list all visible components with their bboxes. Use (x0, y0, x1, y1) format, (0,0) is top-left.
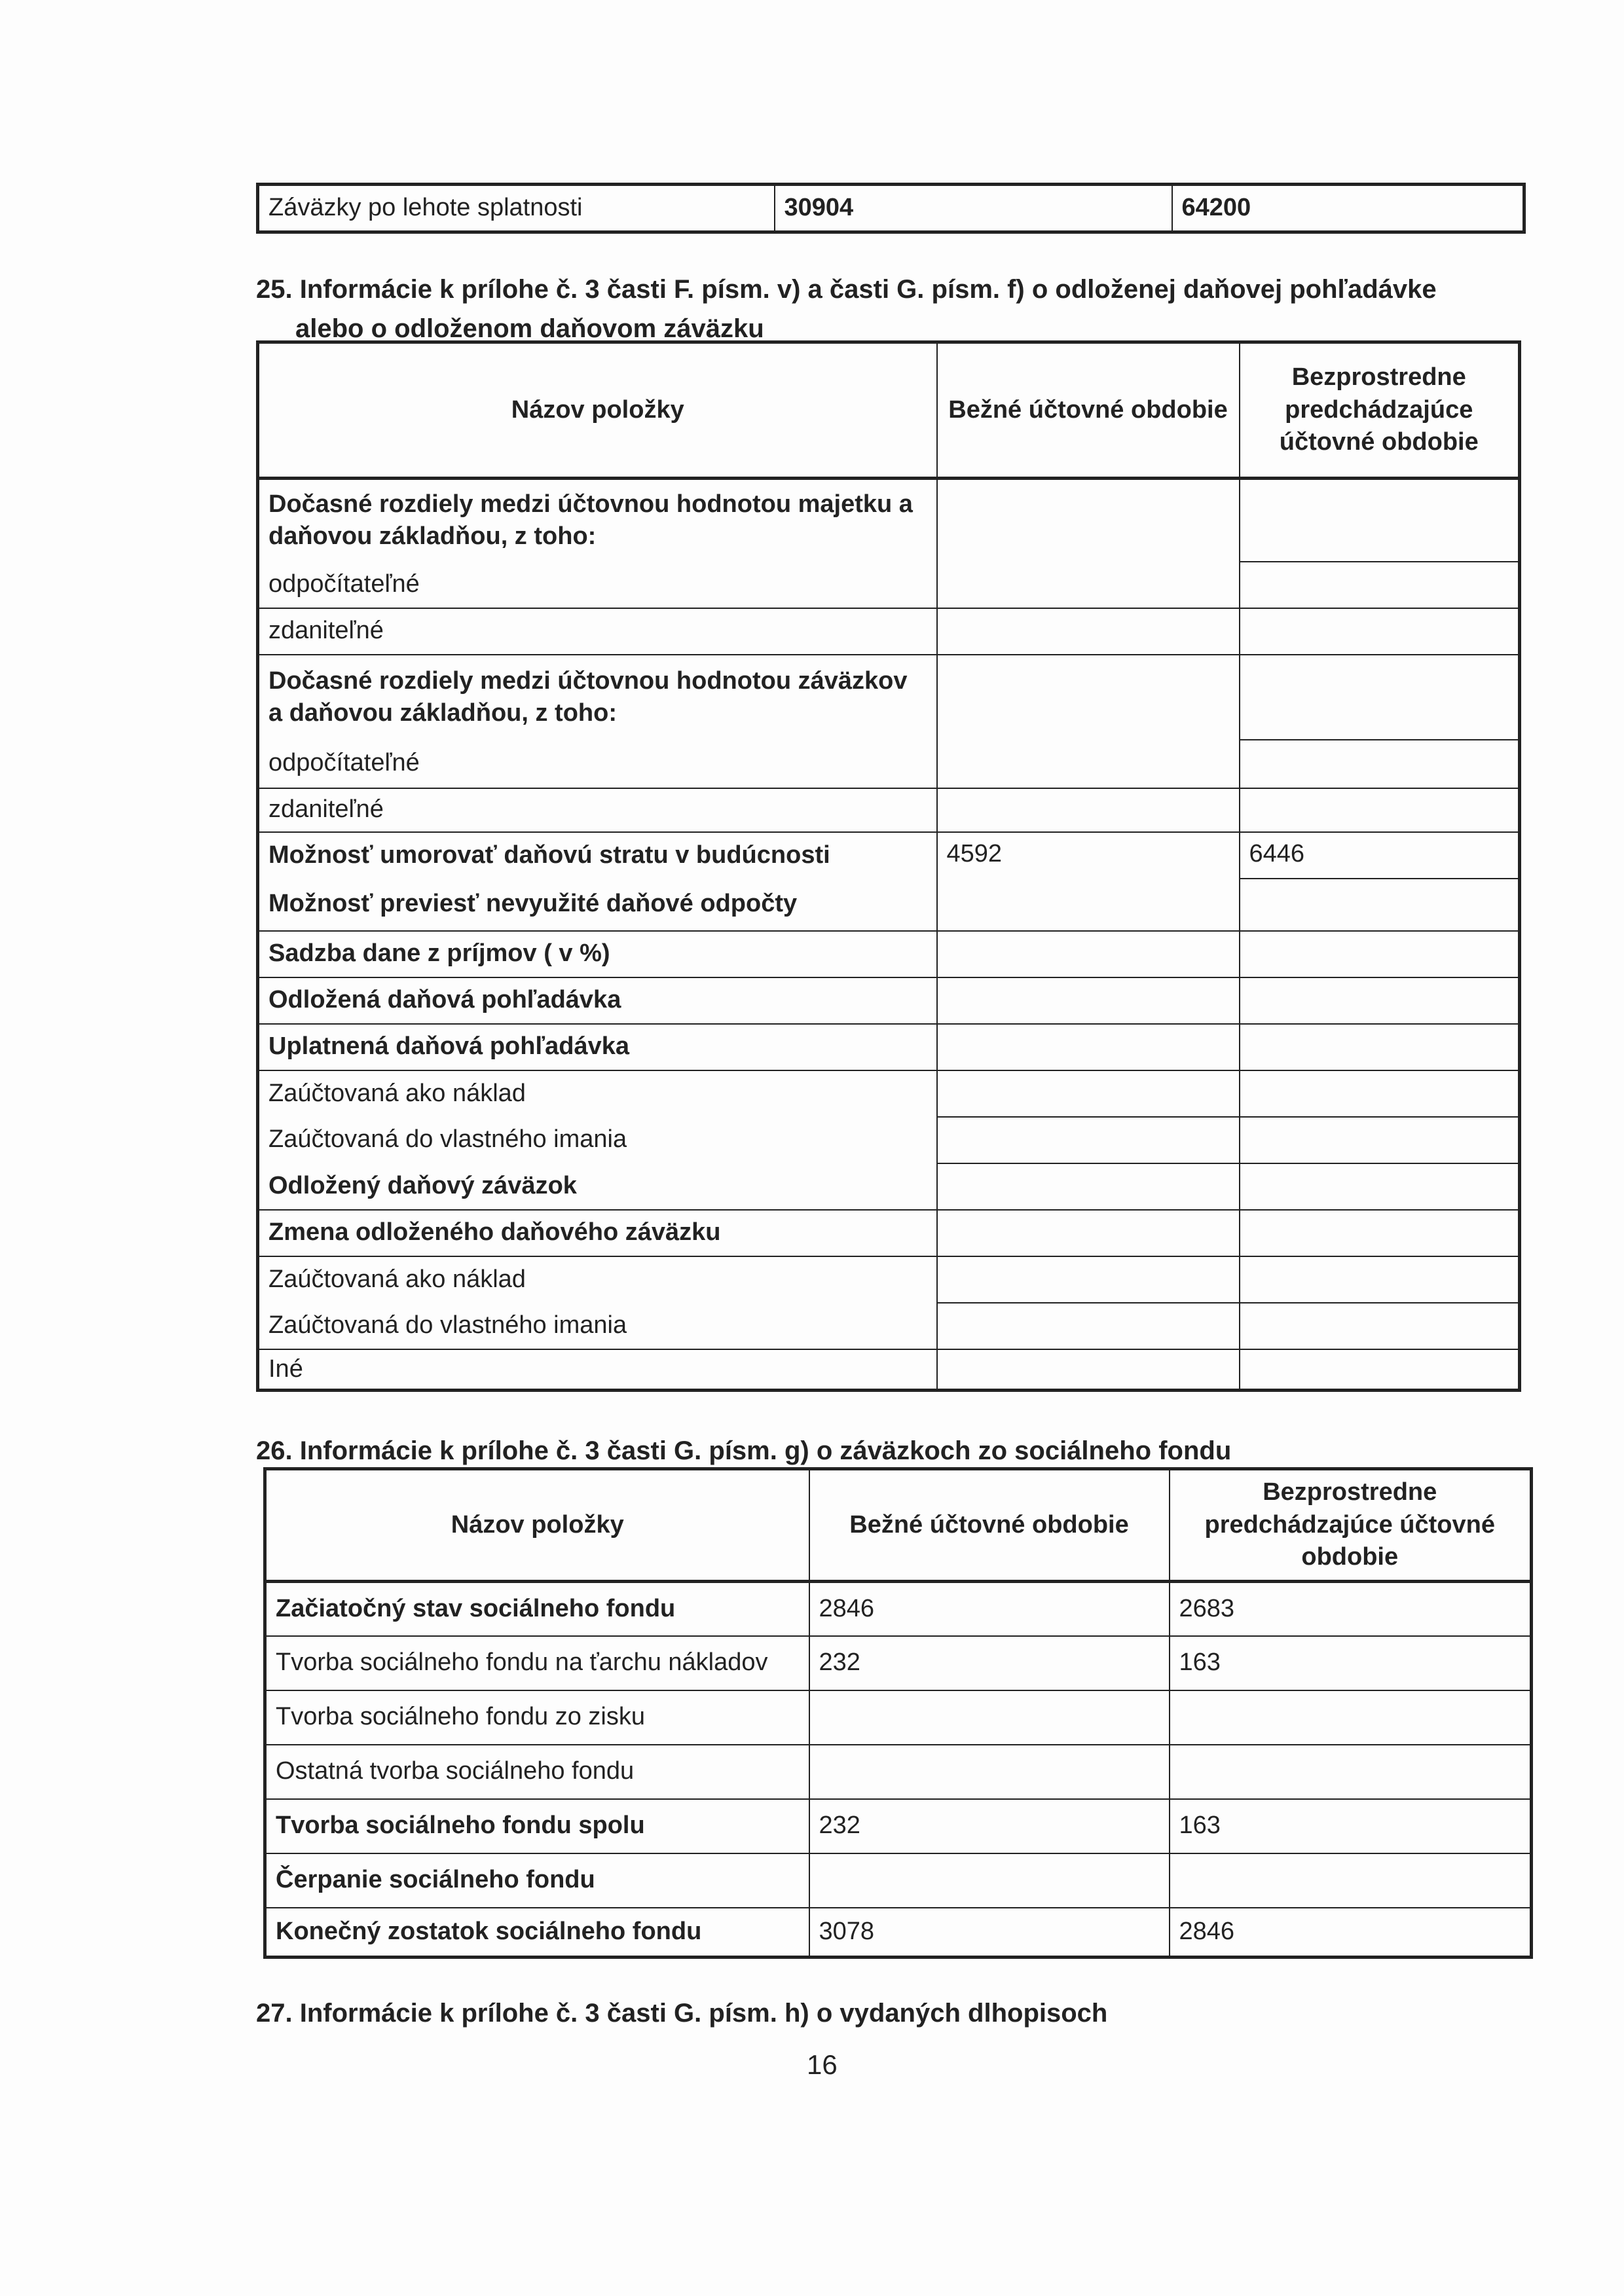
row-label: Dočasné rozdiely medzi účtovnou hodnotou záväzkov a daňovou základňou, z toho: (258, 655, 937, 740)
previous-value (1240, 977, 1520, 1024)
row-label: Zaúčtovaná ako náklad (258, 1256, 937, 1303)
previous-value (1240, 1256, 1520, 1303)
previous-value: 64200 (1172, 185, 1524, 232)
section-25-title (256, 270, 1437, 348)
table-row (258, 655, 1520, 740)
current-value: 2846 (809, 1582, 1170, 1636)
current-value (937, 1303, 1240, 1349)
table-row (258, 879, 1520, 931)
table-row (258, 185, 1524, 232)
current-value (937, 1349, 1240, 1391)
table-row (265, 1582, 1532, 1636)
row-label: Začiatočný stav sociálneho fondu (265, 1582, 809, 1636)
table-header (265, 1469, 1532, 1582)
header-item-name: Názov položky (265, 1469, 809, 1582)
row-label: Zaúčtovaná ako náklad (258, 1070, 937, 1117)
table-row (258, 1024, 1520, 1070)
previous-value (1240, 1349, 1520, 1391)
row-label: Ostatná tvorba sociálneho fondu (265, 1745, 809, 1799)
section-27-title: 27. Informácie k prílohe č. 3 časti G. písm. h) o vydaných dlhopisoch (256, 1999, 1108, 2028)
current-value (937, 608, 1240, 655)
table-row (258, 562, 1520, 608)
current-value (809, 1690, 1170, 1745)
table-row (258, 1256, 1520, 1303)
row-label: Uplatnená daňová pohľadávka (258, 1024, 937, 1070)
current-value (937, 931, 1240, 977)
row-label: Zmena odloženého daňového záväzku (258, 1210, 937, 1256)
previous-value (1240, 1163, 1520, 1210)
row-label: zdaniteľné (258, 788, 937, 832)
table-row (265, 1745, 1532, 1799)
previous-value (1240, 608, 1520, 655)
section-26-title: 26. Informácie k prílohe č. 3 časti G. písm. g) o záväzkoch zo sociálneho fondu (256, 1436, 1232, 1465)
table-row (258, 1210, 1520, 1256)
deferred-tax-table (256, 340, 1521, 1392)
previous-value: 2846 (1170, 1908, 1532, 1958)
table-row (258, 832, 1520, 879)
previous-value (1170, 1690, 1532, 1745)
current-value (937, 879, 1240, 931)
row-label: Sadzba dane z príjmov ( v %) (258, 931, 937, 977)
row-label: Možnosť previesť nevyužité daňové odpočty (258, 879, 937, 931)
row-label: Zaúčtovaná do vlastného imania (258, 1303, 937, 1349)
header-previous-period: Bezprostredne predchádzajúce účtovné obdobie (1240, 342, 1520, 479)
previous-value (1240, 562, 1520, 608)
row-label: Dočasné rozdiely medzi účtovnou hodnotou majetku a daňovou základňou, z toho: (258, 479, 937, 562)
table-row (258, 608, 1520, 655)
row-label: odpočítateľné (258, 562, 937, 608)
previous-value (1170, 1745, 1532, 1799)
row-label: Tvorba sociálneho fondu na ťarchu nákladov (265, 1636, 809, 1690)
current-value (937, 655, 1240, 740)
table-row (258, 977, 1520, 1024)
current-value: 232 (809, 1636, 1170, 1690)
section-25-title-line2: alebo o odloženom daňovom záväzku (295, 314, 764, 343)
table-row (265, 1690, 1532, 1745)
row-label: Iné (258, 1349, 937, 1391)
section-25-title-line1: 25. Informácie k prílohe č. 3 časti F. písm. v) a časti G. písm. f) o odloženej daňovej pohľadávke (256, 275, 1437, 304)
row-label: odpočítateľné (258, 740, 937, 788)
header-previous-period: Bezprostredne predchádzajúce účtovné obdobie (1170, 1469, 1532, 1582)
row-label: Odložená daňová pohľadávka (258, 977, 937, 1024)
previous-value (1240, 479, 1520, 562)
table-row (258, 1070, 1520, 1117)
row-label: Konečný zostatok sociálneho fondu (265, 1908, 809, 1958)
current-value: 3078 (809, 1908, 1170, 1958)
row-label: zdaniteľné (258, 608, 937, 655)
row-label: Zaúčtovaná do vlastného imania (258, 1117, 937, 1163)
social-fund-table (263, 1467, 1533, 1959)
row-label: Záväzky po lehote splatnosti (258, 185, 775, 232)
table-row (258, 1349, 1520, 1391)
table-row (258, 1303, 1520, 1349)
previous-value (1240, 1070, 1520, 1117)
previous-value (1240, 931, 1520, 977)
previous-value (1170, 1853, 1532, 1908)
current-value (937, 977, 1240, 1024)
previous-value (1240, 879, 1520, 931)
table-row (258, 788, 1520, 832)
table-row (265, 1908, 1532, 1958)
previous-value (1240, 1117, 1520, 1163)
previous-value: 6446 (1240, 832, 1520, 879)
previous-value: 2683 (1170, 1582, 1532, 1636)
current-value (937, 1070, 1240, 1117)
liabilities-overdue-table (256, 183, 1526, 234)
table-row (265, 1799, 1532, 1853)
current-value (809, 1853, 1170, 1908)
current-value (937, 562, 1240, 608)
previous-value (1240, 1210, 1520, 1256)
table-row (258, 1117, 1520, 1163)
table-row (265, 1636, 1532, 1690)
header-item-name: Názov položky (258, 342, 937, 479)
header-current-period: Bežné účtovné obdobie (937, 342, 1240, 479)
current-value (937, 740, 1240, 788)
previous-value (1240, 740, 1520, 788)
table-row (258, 479, 1520, 562)
row-label: Tvorba sociálneho fondu spolu (265, 1799, 809, 1853)
previous-value (1240, 655, 1520, 740)
table-header (258, 342, 1520, 479)
current-value (937, 1163, 1240, 1210)
previous-value (1240, 1303, 1520, 1349)
current-value (937, 1117, 1240, 1163)
current-value (937, 1256, 1240, 1303)
page-number: 16 (807, 2049, 838, 2080)
table-row (265, 1853, 1532, 1908)
previous-value: 163 (1170, 1636, 1532, 1690)
previous-value (1240, 1024, 1520, 1070)
table-row (258, 740, 1520, 788)
table-row (258, 931, 1520, 977)
previous-value (1240, 788, 1520, 832)
previous-value: 163 (1170, 1799, 1532, 1853)
header-current-period: Bežné účtovné obdobie (809, 1469, 1170, 1582)
current-value (937, 1024, 1240, 1070)
current-value (937, 788, 1240, 832)
row-label: Odložený daňový záväzok (258, 1163, 937, 1210)
row-label: Možnosť umorovať daňovú stratu v budúcnosti (258, 832, 937, 879)
current-value: 4592 (937, 832, 1240, 879)
row-label: Tvorba sociálneho fondu zo zisku (265, 1690, 809, 1745)
current-value (937, 479, 1240, 562)
current-value: 30904 (775, 185, 1172, 232)
current-value (937, 1210, 1240, 1256)
table-row (258, 1163, 1520, 1210)
row-label: Čerpanie sociálneho fondu (265, 1853, 809, 1908)
current-value (809, 1745, 1170, 1799)
current-value: 232 (809, 1799, 1170, 1853)
